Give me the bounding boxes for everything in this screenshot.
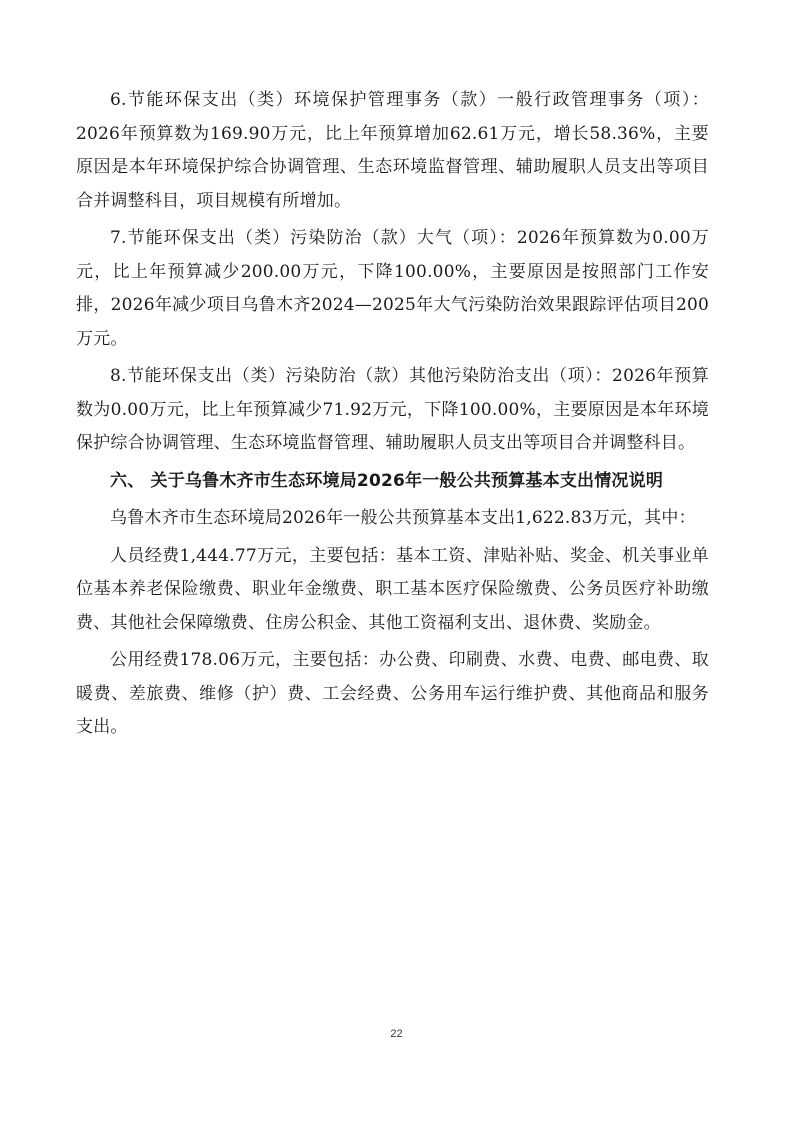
paragraph-basic-expenditure-total: 乌鲁木齐市生态环境局2026年一般公共预算基本支出1,622.83万元，其中： (110, 508, 696, 528)
section-heading: 六、 关于乌鲁木齐市生态环境局2026年一般公共预算基本支出情况说明 (110, 470, 664, 491)
paragraph-item-7: 7.节能环保支出（类）污染防治（款）大气（项）：2026年预算数为0.00万元，比上年预算减少200.00万元，下降100.00%，主要原因是按照部门工作安排，2026年减少项目乌鲁木齐2024—2025年大气污染防治效果跟踪评估项目200万元。 (76, 228, 709, 349)
paragraph-item-6: 6.节能环保支出（类）环境保护管理事务（款）一般行政管理事务（项）：2026年预算数为169.90万元，比上年预算增加62.61万元，增长58.36%，主要原因是本年环境保护综合协调管理、生态环境监督管理、辅助履职人员支出等项目合并调整科目，项目规模有所增加。 (76, 90, 709, 211)
document-page (76, 84, 709, 749)
paragraph-personnel-expenses: 人员经费1,444.77万元，主要包括：基本工资、津贴补贴、奖金、机关事业单位基本养老保险缴费、职业年金缴费、职工基本医疗保险缴费、公务员医疗补助缴费、其他社会保障缴费、住房公积金、其他工资福利支出、退休费、奖励金。 (76, 545, 709, 633)
paragraph-public-expenses: 公用经费178.06万元，主要包括：办公费、印刷费、水费、电费、邮电费、取暖费、差旅费、维修（护）费、工会经费、公务用车运行维护费、其他商品和服务支出。 (76, 650, 709, 737)
paragraph-item-8: 8.节能环保支出（类）污染防治（款）其他污染防治支出（项）：2026年预算数为0.00万元，比上年预算减少71.92万元，下降100.00%，主要原因是本年环境保护综合协调管理、生态环境监督管理、辅助履职人员支出等项目合并调整科目。 (76, 366, 709, 453)
page-number: 22 (390, 1028, 403, 1040)
